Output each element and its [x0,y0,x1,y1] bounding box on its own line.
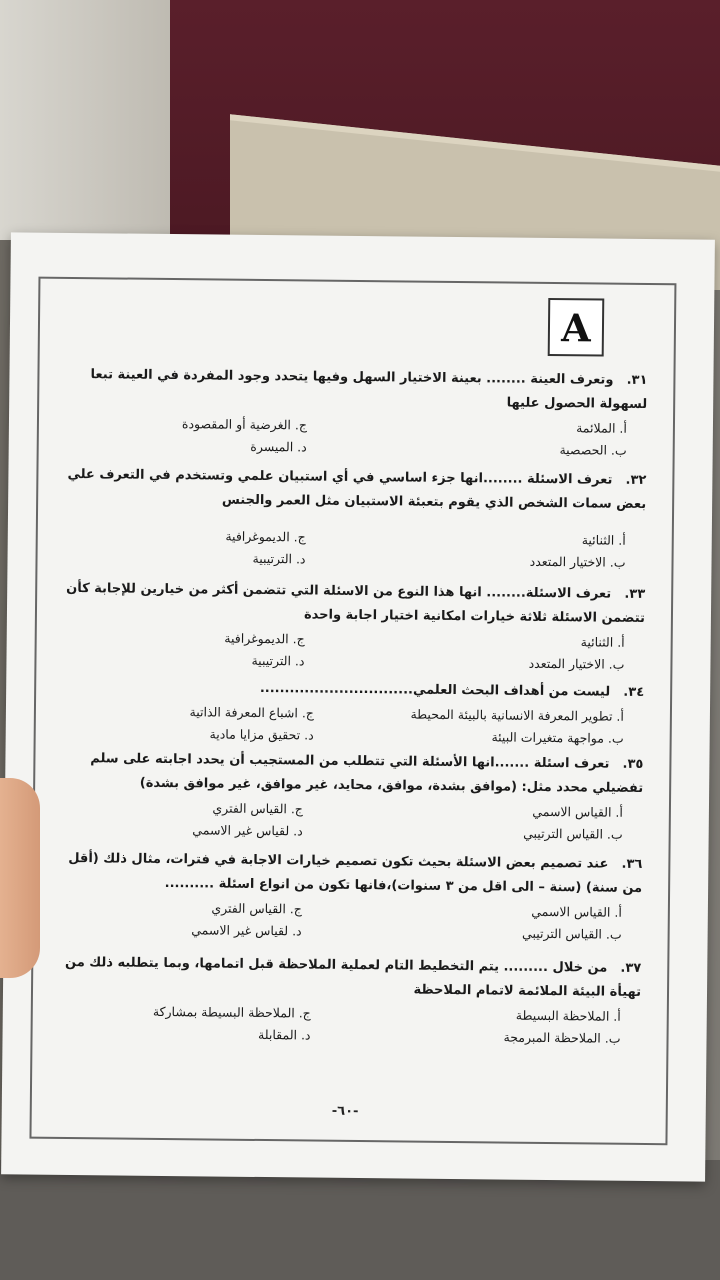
question-stem: عند تصميم بعض الاسئلة بحيث تكون تصميم خيارات الاجابة في فترات، مثال ذلك (أقل من سنة) (سنة – الى اقل من ٣ سنوات)،فانها تكون من انواع اسئلة .......... [68,850,643,896]
option-a: أ. القياس الاسمي [532,803,623,820]
option-b: ب. الاختيار المتعدد [528,655,625,672]
thumb [0,778,40,978]
options [77,415,647,465]
question-37 [60,951,641,1053]
option-a: أ. الملاحظة البسيطة [515,1007,621,1024]
question-36 [62,847,643,949]
option-d: د. لقياس غير الاسمي [191,922,302,939]
option-b: ب. مواجهة متغيرات البيئة [491,729,624,746]
option-d: د. الترتيبية [252,550,306,567]
question-stem: تعرف الاسئلة ........انها جزء اساسي في أي استبيان علمي وتستخدم في التعرف علي بعض سمات الشخص الذي يقوم بتعبئة الاستبيان مثل العمر والجنس [67,466,647,513]
option-a: أ. القياس الاسمي [531,903,622,920]
option-c: ج. الديموغرافية [225,528,306,545]
option-c: ج. الغرضية أو المقصودة [181,416,308,433]
question-number: ٣٣. [624,586,646,603]
option-a: أ. الثنائية [581,532,626,548]
option-d: د. تحقيق مزايا مادية [209,726,314,743]
option-c: ج. القياس الفتري [212,800,304,817]
option-d: د. الميسرة [250,438,307,455]
page-frame [29,277,676,1146]
option-c: ج. القياس الفتري [211,900,302,917]
question-stem: ليست من أهداف البحث العلمي............................... [259,680,611,700]
option-b: ب. القياس الترتيبي [522,925,622,942]
question-number: ٣٥. [622,756,644,772]
question-34 [64,675,645,753]
option-a: أ. الثنائية [580,634,625,650]
option-c: ج. الملاحظة البسيطة بمشاركة [152,1003,311,1021]
question-35 [63,747,644,849]
version-letter-box: A [548,298,605,357]
options [75,527,645,577]
question-stem: تعرف الاسئلة........ انها هذا النوع من الاسئلة التي تتضمن أكثر من خيارين للإجابة كأن تتضمن الاسئلة ثلاثة خيارات امكانية اختيار اجابة واحدة [66,580,646,626]
question-stem: وتعرف العينة ........ بعينة الاختيار السهل وفيها يتحدد وجود المفردة في العينة تبعا لسهولة الحصول عليها [90,367,648,413]
options [70,1003,640,1053]
options [72,899,642,949]
option-a: أ. الملائمة [576,420,628,436]
question-32 [65,463,646,577]
option-b: ب. الملاحظة المبرمجة [503,1029,621,1046]
background-wall [0,0,180,240]
question-number: ٣٧. [620,960,642,976]
option-d: د. المقابلة [258,1026,311,1043]
question-33 [64,577,645,679]
page-number: -٦٠- [331,1103,359,1120]
question-stem: تعرف اسئلة .......انها الأسئلة التي تتطلب من المستجيب أن يحدد اجابته على سلم تفضيلي محدد مثل: (موافق بشدة، موافق، محايد، غير موافق، غير موافق بشدة) [90,751,644,796]
question-stem: من خلال ......... يتم التخطيط التام لعملية الملاحظة قبل اتمامها، وبما يتطلبه ذلك من تهيأة البيئة الملائمة لاتمام الملاحظة [64,954,642,1000]
question-number: ٣٦. [621,856,643,872]
option-d: د. لقياس غير الاسمي [192,822,303,839]
option-a: أ. تطوير المعرفة الانسانية بالبيئة المحيطة [410,706,624,724]
options [74,629,644,679]
question-number: ٣١. [626,372,648,389]
option-c: ج. الديموغرافية [224,630,305,647]
options [74,703,644,753]
question-number: ٣٢. [625,472,647,489]
question-number: ٣٤. [623,684,645,700]
option-d: د. الترتيبية [251,652,305,669]
option-b: ب. الاختيار المتعدد [529,553,626,570]
exam-paper [1,232,715,1181]
option-c: ج. اشباع المعرفة الذاتية [189,704,315,721]
options [73,799,643,849]
question-31 [67,363,648,465]
option-b: ب. الحصصية [559,442,627,458]
option-b: ب. القياس الترتيبي [523,825,623,842]
